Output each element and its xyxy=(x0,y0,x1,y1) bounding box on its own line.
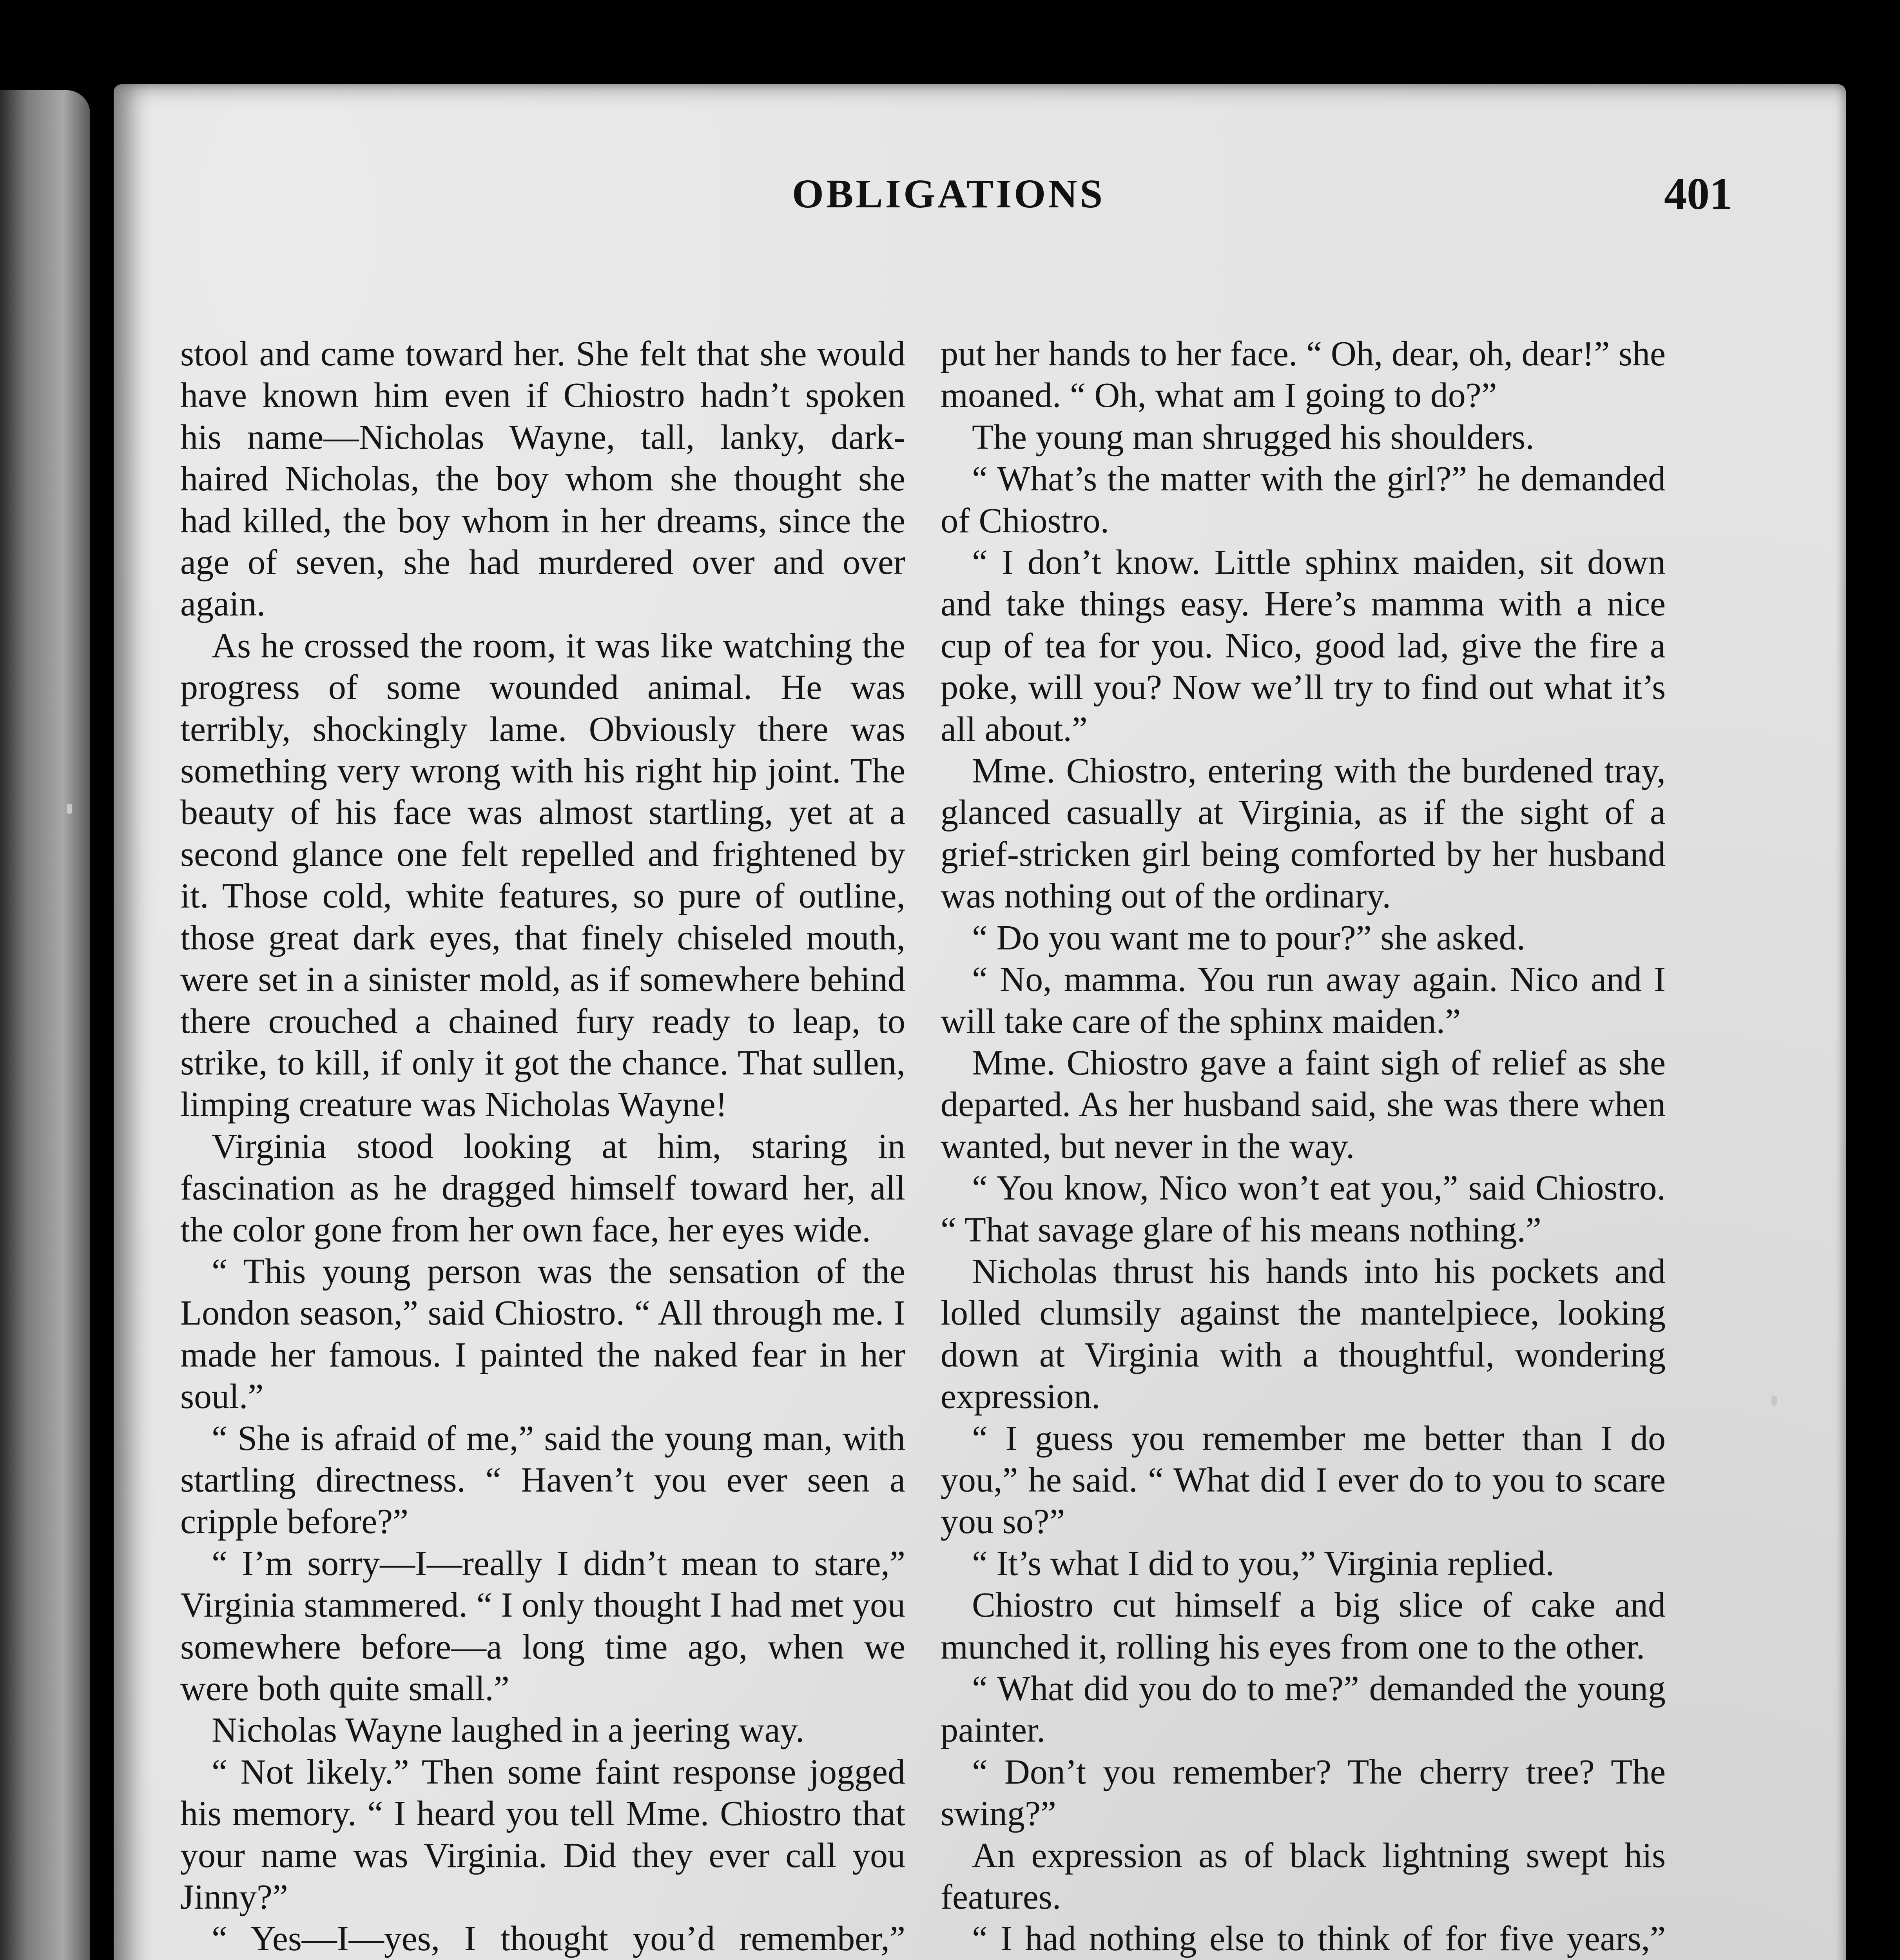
paragraph: stool and came toward her. She felt that she would have known him even if Chiostro hadn’t spoken his name—Nicholas Wayne, tall, lanky, dark-haired Nicholas, the boy whom she thought she had killed, the boy whom in her dreams, since the age of seven, she had murdered over and over again. xyxy=(180,334,905,624)
paragraph: The young man shrugged his shoulders. xyxy=(972,417,1534,457)
paragraph: “ I guess you remember me better than I do you,” he said. “ What did I ever do to you to scare you so?” xyxy=(941,1419,1666,1541)
paragraph: “ Do you want me to pour?” she asked. xyxy=(972,918,1526,957)
paragraph: Nicholas Wayne laughed in a jeering way. xyxy=(212,1711,805,1750)
paragraph: As he crossed the room, it was like watching the progress of some wounded animal. He was terribly, shockingly lame. Obviously there was something very wrong with his right hip joint. The beauty of his face was almost startling, yet at a second glance one felt repelled and frightened by it. Those cold, white features, so pure of outline, those great dark eyes, that finely chiseled mouth, were set in a sinister mold, as if somewhere behind there crouched a chained fury ready to leap, to strike, to kill, if only it got the chance. That sullen, limping creature was Nicholas Wayne! xyxy=(180,626,905,1124)
paragraph: “ Don’t you remember? The cherry tree? The swing?” xyxy=(941,1752,1666,1833)
paragraph: Mme. Chiostro, entering with the burdened tray, glanced casually at Virginia, as if the sight of a grief-stricken girl being comforted by her husband was nothing out of the ordinary. xyxy=(941,751,1666,916)
paragraph: “ This young person was the sensation of the London season,” said Chiostro. “ All through me. I made her famous. I painted the naked fear in her soul.” xyxy=(180,1252,905,1416)
left-text-column xyxy=(180,333,905,1960)
page-number: 401 xyxy=(1664,169,1732,219)
paragraph: Virginia stood looking at him, staring in fascination as he dragged himself toward her, all the color gone from her own face, her eyes wide. xyxy=(180,1127,905,1249)
paragraph: Mme. Chiostro gave a faint sigh of relief as she departed. As her husband said, she was there when wanted, but never in the way. xyxy=(941,1043,1666,1166)
running-head: OBLIGATIONS xyxy=(792,171,1105,216)
paragraph: “ What’s the matter with the girl?” he demanded of Chiostro. xyxy=(941,459,1666,540)
paragraph: “ Yes—I—yes, I thought you’d remember,” xyxy=(212,1919,905,1958)
paragraph: Chiostro cut himself a big slice of cake and munched it, rolling his eyes from one to the other. xyxy=(941,1586,1666,1666)
paragraph: “ You know, Nico won’t eat you,” said Chiostro. “ That savage glare of his means nothing.” xyxy=(941,1169,1666,1249)
paragraph: “ It’s what I did to you,” Virginia replied. xyxy=(972,1544,1554,1583)
paragraph: “ I had nothing else to think of for five years,” xyxy=(972,1919,1666,1958)
paragraph: “ I’m sorry—I—really I didn’t mean to stare,” Virginia stammered. “ I only thought I had met you somewhere before—a long time ago, when we were both quite small.” xyxy=(180,1544,905,1708)
paragraph: “ She is afraid of me,” said the young man, with startling directness. “ Haven’t you ever seen a cripple before?” xyxy=(180,1419,905,1541)
paragraph: “ Not likely.” Then some faint response jogged his memory. “ I heard you tell Mme. Chiostro that your name was Virginia. Did they ever call you Jinny?” xyxy=(180,1752,905,1917)
facing-page-edge xyxy=(0,90,90,1960)
paragraph: put her hands to her face. “ Oh, dear, oh, dear!” she moaned. “ Oh, what am I going to do?” xyxy=(941,334,1666,415)
paragraph: Nicholas thrust his hands into his pockets and lolled clumsily against the mantelpiece, looking down at Virginia with a thoughtful, wondering expression. xyxy=(941,1252,1666,1416)
paragraph: “ No, mamma. You run away again. Nico and I will take care of the sphinx maiden.” xyxy=(941,960,1666,1041)
paragraph: An expression as of black lightning swept his features. xyxy=(941,1836,1666,1917)
margin-speck xyxy=(1771,1396,1777,1406)
paragraph: “ I don’t know. Little sphinx maiden, sit down and take things easy. Here’s mamma with a nice cup of tea for you. Nico, good lad, give the fire a poke, will you? Now we’ll try to find out what it’s all about.” xyxy=(941,543,1666,749)
paragraph: “ What did you do to me?” demanded the young painter. xyxy=(941,1669,1666,1750)
margin-speck xyxy=(67,804,72,814)
right-text-column xyxy=(941,333,1666,1960)
